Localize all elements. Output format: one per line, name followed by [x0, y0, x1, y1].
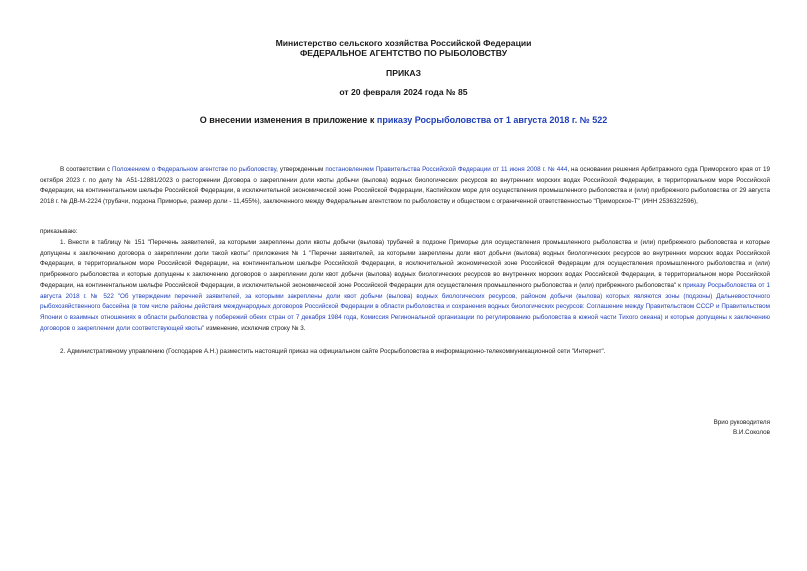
clause-1-paragraph [40, 238, 770, 334]
agency-name: ФЕДЕРАЛЬНОЕ АГЕНТСТВО ПО РЫБОЛОВСТВУ [299, 48, 508, 58]
title-order-link[interactable]: приказу Росрыболовства от 1 августа 2018 г. № 522 [376, 115, 608, 125]
clause-1-text-3: изменение, исключив строку № 3. [204, 324, 306, 332]
order-522-title-link[interactable]: "Об утверждении перечней заявителей, за которыми закреплены доли квот добычи (вылова) водных биологических ресурсов, районом добычи (вылова) которых являются зоны (подзоны) Дальневосточного рыбохозяйственного бассейна (в том числе районы действия международных договоров Российской Федерации в области рыболовства и сохранения водных биологических ресурсов: Соглашение между Правительством СССР и Правительством Японии о взаимных отношениях в области рыболовства у побережий обеих стран от 7 декабря 1984 года, Комиссия Регинональной организации по регулированию рыболовства в южной части Тихого океана) и которые допущены к заключению договоров о закреплении доли соответствующей квоты" [40, 292, 770, 332]
document-title [0, 115, 807, 125]
document-type: ПРИКАЗ [386, 68, 421, 78]
regulation-link[interactable]: Положением о Федеральном агентстве по рыболовству [112, 166, 277, 173]
order-522-link[interactable]: приказу Росрыболовства от 1 августа 2018 г. № 522 [40, 281, 770, 300]
preamble-text-1: В соответствии с [60, 166, 113, 173]
signatory-name: В.И.Соколов [732, 429, 770, 436]
order-keyword: приказываю: [40, 228, 78, 235]
clause-1-text-1: 1. Внести в таблицу № 151 "Перечень заявителей, за которыми закреплены доли квоты добычи (вылова) трубачей в подзоне Приморье для осуществления промышленного рыболовства и (или) прибрежного рыболовства и которые допущены к заключению договора о закреплении доли такой квоты" приложения № 1 "Перечни заявителей, за которыми закреплены доли квот добычи (вылова) водных биологических ресурсов во внутренних морских водах Российской Федерации, в территориальном море Российской Федерации, на континентальном шельфе Российской Федерации, в исключительной экономической зоне Российской Федерации для осуществления промышленного рыболовства и (или) прибрежного рыболовства и которые допущены к заключению договоров о закреплении доли квот добычи (вылова) водных биологических ресурсов во внутренних морских водах Российской Федерации, в территориальном море Российской Федерации, на континентальном шельфе Российской Федерации, в исключительной экономической зоне Российской Федерации для осуществления промышленного рыболовства и (или) прибрежного рыболовства" к [40, 239, 770, 289]
government-decree-link[interactable]: постановлением Правительства Российской Федерации от 11 июня 2008 г. № 444 [325, 166, 568, 173]
preamble-text-2: , утвержденным [276, 166, 326, 173]
document-date: от 20 февраля 2024 года № 85 [339, 87, 468, 97]
signatory-position: Врио руководителя [713, 419, 770, 426]
clause-2-paragraph: 2. Административному управлению (Господарев А.Н.) разместить настоящий приказ на официальном сайте Росрыболовства в информационно-телекоммуникационной сети "Интернет". [60, 348, 606, 355]
preamble-paragraph [40, 165, 770, 208]
ministry-name: Министерство сельского хозяйства Российской Федерации [275, 38, 532, 48]
title-text: О внесении изменения в приложение к [199, 115, 377, 125]
preamble-text-3: , на основании решения Арбитражного суда Приморского края от 19 октября 2023 г. по делу № А51-12881/2023 о расторжении Договора о закреплении доли квоты добычи (вылова) водных биологических ресурсов во внутренних морских водах Российской Федерации, в территориальном море Российской Федерации, на континентальном шельфе Российской Федерации, в исключительной экономической зоне Российской Федерации, Каспийском море для осуществления промышленного рыболовства и (или) прибрежного рыболовства от 29 августа 2018 г. № ДВ-М-2224 (трубачи, подзона Приморье, размер доли - 11,455%), заключенного между Федеральным агентством по рыболовству и обществом с ограниченной ответственностью "Приморское-Т" (ИНН 2536322596), [40, 166, 771, 206]
